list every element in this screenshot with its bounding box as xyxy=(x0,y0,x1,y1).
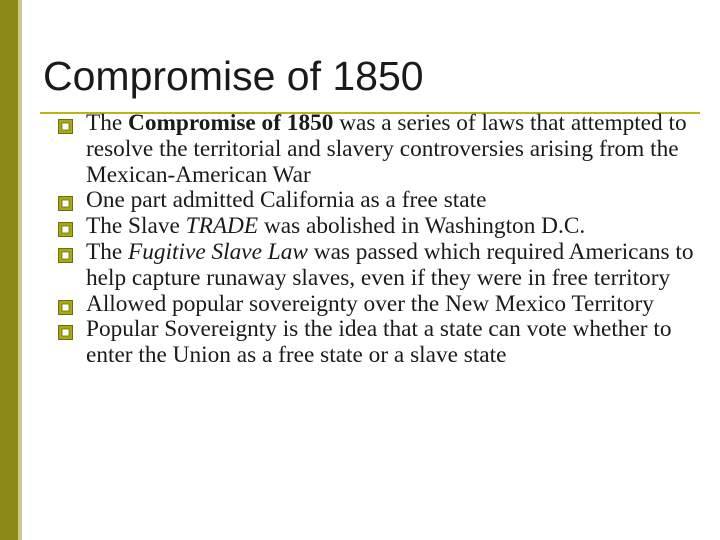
bullet-item-california xyxy=(58,188,708,214)
bullet-item-fugitive-slave-law xyxy=(58,240,708,292)
bullet-text-rest: was a series of laws that attempted to resolve the territorial and slavery controversies arising from the Mexican-American War xyxy=(86,110,687,188)
bullet-item-popular-sovereignty xyxy=(58,317,708,369)
square-bullet-icon xyxy=(58,196,73,211)
square-bullet-icon xyxy=(58,222,73,237)
bullet-text-rest: was abolished in Washington D.C. xyxy=(258,213,586,240)
bullet-item-slave-trade xyxy=(58,214,708,240)
bullet-item-compromise-definition xyxy=(58,111,708,188)
bullet-text xyxy=(86,111,708,188)
bullet-text-lead: The xyxy=(86,238,129,265)
bullet-text-lead: The xyxy=(86,110,129,136)
bullet-list xyxy=(58,111,708,369)
sidebar-accent-bar xyxy=(0,0,18,540)
bullet-item-new-mexico xyxy=(58,292,708,318)
bullet-text-rest: was passed which required Americans to help capture runaway slaves, even if they were in free territory xyxy=(86,238,694,291)
sidebar-accent-stripe xyxy=(18,0,22,540)
bullet-text-bold: Compromise of 1850 xyxy=(128,110,334,136)
slide-title: Compromise of 1850 xyxy=(43,53,424,99)
bullet-text-italic: TRADE xyxy=(185,213,259,240)
square-bullet-icon xyxy=(58,300,73,315)
bullet-text-lead: The Slave xyxy=(86,213,186,240)
bullet-text xyxy=(86,240,708,292)
bullet-text-italic: Fugitive Slave Law xyxy=(128,238,308,265)
bullet-text: Popular Sovereignty is the idea that a state can vote whether to enter the Union as a free state or a slave state xyxy=(86,316,672,369)
bullet-text: Allowed popular sovereignty over the New Mexico Territory xyxy=(86,290,654,317)
square-bullet-icon xyxy=(58,248,73,263)
bullet-text: One part admitted California as a free state xyxy=(86,187,487,214)
square-bullet-icon xyxy=(58,325,73,340)
bullet-text xyxy=(86,214,708,240)
square-bullet-icon xyxy=(58,119,73,134)
